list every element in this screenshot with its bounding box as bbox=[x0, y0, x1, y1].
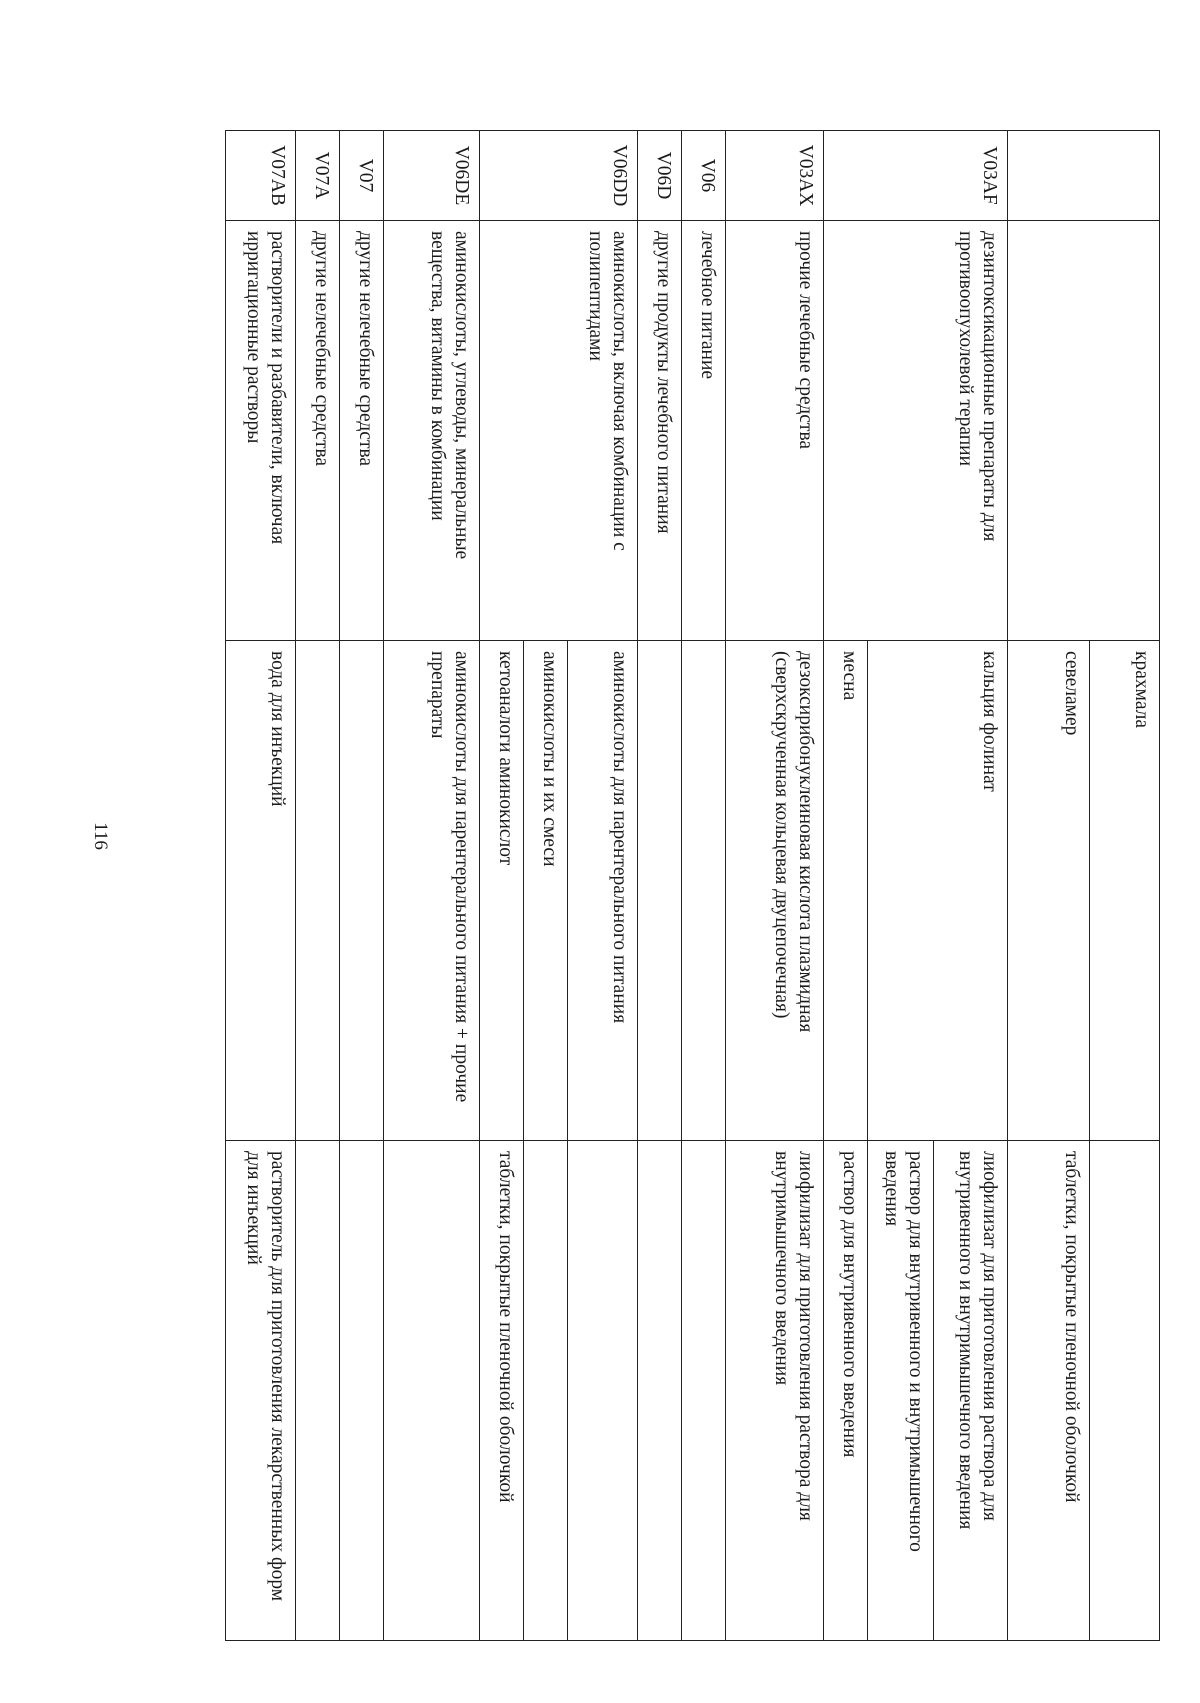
drug-name-cell bbox=[1090, 641, 1160, 1141]
dosage-form-cell bbox=[384, 1141, 480, 1641]
atc-code-cell: V07 bbox=[340, 131, 384, 221]
table-row bbox=[934, 131, 1008, 1641]
drug-name-cell bbox=[682, 641, 726, 1141]
atc-group-cell: другие продукты лечебного питания bbox=[638, 221, 682, 641]
atc-code-cell bbox=[1008, 131, 1160, 221]
drug-name-cell: аминокислоты для парентерального питания + прочие препараты bbox=[384, 641, 480, 1141]
atc-code-cell: V07AB bbox=[226, 131, 296, 221]
atc-code-cell: V03AF bbox=[824, 131, 1008, 221]
dosage-form-cell: раствор для внутривенного и внутримышечного введения bbox=[868, 1141, 934, 1641]
dosage-form-cell bbox=[296, 1141, 340, 1641]
table-row bbox=[340, 131, 384, 1641]
atc-group-cell: другие нелечебные средства bbox=[340, 221, 384, 641]
atc-code-cell: V03AX bbox=[726, 131, 824, 221]
atc-code-cell: V06 bbox=[682, 131, 726, 221]
drug-name-cell: месна bbox=[824, 641, 868, 1141]
table-row bbox=[568, 131, 638, 1641]
atc-group-cell: прочие лечебные средства bbox=[726, 221, 824, 641]
dosage-form-cell bbox=[638, 1141, 682, 1641]
drug-name-cell bbox=[638, 641, 682, 1141]
dosage-form-cell: растворитель для приготовления лекарственных форм для инъекций bbox=[226, 1141, 296, 1641]
dosage-form-text bbox=[1147, 1141, 1159, 1640]
drug-name-cell: дезоксирибонуклеиновая кислота плазмидная (сверхскрученная кольцевая двуцепочечная) bbox=[726, 641, 824, 1141]
dosage-form-cell bbox=[568, 1141, 638, 1641]
drug-list-table bbox=[225, 130, 1160, 1641]
atc-group-cell bbox=[1008, 221, 1160, 641]
rotated-page-content bbox=[160, 130, 1160, 1640]
dosage-form-cell: лиофилизат для приготовления раствора для внутримышечного введения bbox=[726, 1141, 824, 1641]
atc-code-cell: V06DD bbox=[480, 131, 638, 221]
atc-group-cell: аминокислоты, углеводы, минеральные вещества, витамины в комбинации bbox=[384, 221, 480, 641]
drug-name-text: крахмала bbox=[1131, 651, 1152, 729]
drug-name-cell: вода для инъекций bbox=[226, 641, 296, 1141]
table-row bbox=[384, 131, 480, 1641]
dosage-form-cell bbox=[1090, 1141, 1160, 1641]
page-number: 116 bbox=[90, 822, 111, 850]
atc-code-cell: V06D bbox=[638, 131, 682, 221]
atc-group-cell: дезинтоксикационные препараты для противоопухолевой терапии bbox=[824, 221, 1008, 641]
dosage-form-cell: раствор для внутривенного введения bbox=[824, 1141, 868, 1641]
drug-name-cell: севеламер bbox=[1008, 641, 1090, 1141]
drug-name-cell: кальция фолинат bbox=[868, 641, 1008, 1141]
atc-group-cell: лечебное питание bbox=[682, 221, 726, 641]
atc-group-cell: другие нелечебные средства bbox=[296, 221, 340, 641]
table-row bbox=[726, 131, 824, 1641]
drug-name-cell bbox=[296, 641, 340, 1141]
table-row bbox=[638, 131, 682, 1641]
atc-group-cell: растворители и разбавители, включая ирригационные растворы bbox=[226, 221, 296, 641]
atc-code-cell: V06DE bbox=[384, 131, 480, 221]
dosage-form-cell: лиофилизат для приготовления раствора для внутривенного и внутримышечного введения bbox=[934, 1141, 1008, 1641]
dosage-form-cell: таблетки, покрытые пленочной оболочкой bbox=[1008, 1141, 1090, 1641]
drug-name-cell: кетоаналоги аминокислот bbox=[480, 641, 524, 1141]
dosage-form-cell bbox=[524, 1141, 568, 1641]
dosage-form-cell bbox=[340, 1141, 384, 1641]
table-row bbox=[1090, 131, 1160, 1641]
drug-name-cell bbox=[340, 641, 384, 1141]
drug-name-cell: аминокислоты для парентерального питания bbox=[568, 641, 638, 1141]
dosage-form-cell: таблетки, покрытые пленочной оболочкой bbox=[480, 1141, 524, 1641]
atc-group-cell: аминокислоты, включая комбинации с полипептидами bbox=[480, 221, 638, 641]
table-row bbox=[226, 131, 296, 1641]
table-row bbox=[296, 131, 340, 1641]
table-row bbox=[682, 131, 726, 1641]
drug-name-cell: аминокислоты и их смеси bbox=[524, 641, 568, 1141]
dosage-form-cell bbox=[682, 1141, 726, 1641]
atc-code-cell: V07A bbox=[296, 131, 340, 221]
